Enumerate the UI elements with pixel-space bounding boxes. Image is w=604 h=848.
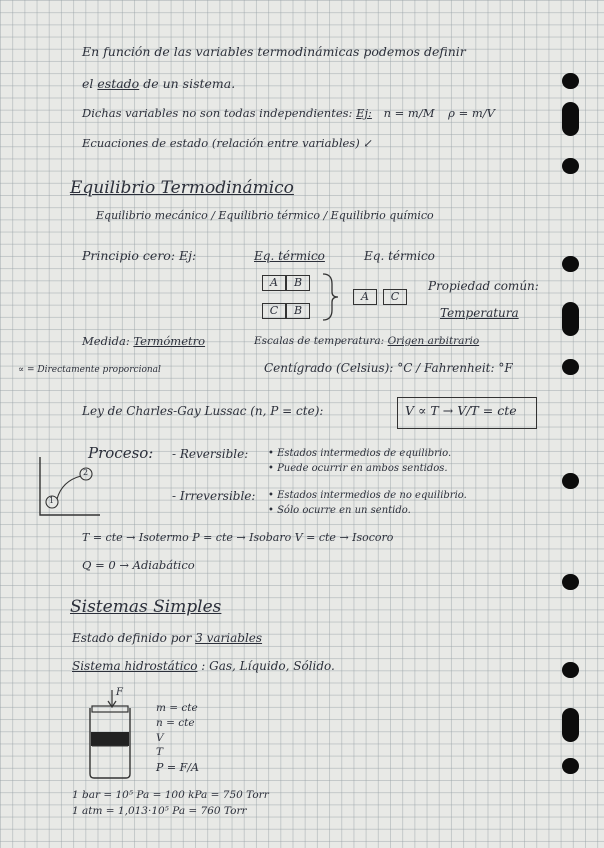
charles-law: Ley de Charles-Gay Lussac (n, P = cte):: [82, 404, 324, 418]
var-n: n = cte: [156, 717, 195, 729]
medida-line: [82, 336, 205, 348]
force-label: F: [116, 687, 123, 698]
eq-termico-2: Eq. térmico: [364, 249, 435, 263]
reversible-label: - Reversible:: [172, 447, 249, 461]
cell-a-result: A: [353, 289, 377, 305]
atm-conversion: 1 atm = 1,013·10⁵ Pa = 760 Torr: [72, 805, 247, 817]
iso-processes: T = cte → Isotermo P = cte → Isobaro V = cte → Isocoro: [82, 531, 394, 544]
equilibrio-heading: Equilibrio Termodinámico: [70, 178, 294, 198]
ecuaciones-estado: Ecuaciones de estado (relación entre variables): [82, 136, 360, 150]
cell-a: A: [262, 275, 286, 291]
irreversible-bullet-2: • Sólo ocurre en un sentido.: [268, 505, 411, 516]
scales-line: Centígrado (Celsius): °C / Fahrenheit: °F: [264, 361, 513, 375]
intro-line-1: En función de las variables termodinámicas podemos definir: [82, 44, 466, 59]
eq-termico-1: Eq. térmico: [254, 249, 325, 263]
var-m: m = cte: [156, 702, 198, 714]
charles-formula: V ∝ T → V/T = cte: [405, 403, 517, 418]
estado-definido: [72, 632, 262, 644]
point-1: 1: [49, 496, 55, 505]
adiabatico: Q = 0 → Adiabático: [82, 558, 195, 572]
sistemas-heading: Sistemas Simples: [70, 597, 222, 617]
reversible-bullet-1: • Estados intermedios de equilibrio.: [268, 448, 452, 459]
intro-line-3: [82, 108, 495, 120]
intro-line-4: [82, 138, 373, 150]
binder-hole: [562, 158, 579, 174]
piston-cylinder: [84, 686, 140, 780]
binder-hole: [562, 708, 579, 742]
binder-hole: [562, 473, 579, 489]
hidrostatico-line: [72, 660, 335, 672]
intro-sistema: de un sistema.: [143, 76, 236, 91]
brace-icon: [320, 272, 342, 322]
medida-label: Medida:: [82, 334, 130, 348]
tres-variables: 3 variables: [195, 631, 263, 645]
estado-definido-label: Estado definido por: [72, 631, 192, 645]
binder-hole: [562, 359, 579, 375]
cell-b-2: B: [286, 303, 310, 319]
temperatura-label: Temperatura: [440, 306, 519, 320]
binder-hole: [562, 758, 579, 774]
var-t: T: [156, 746, 164, 758]
estado-term: estado: [97, 76, 140, 91]
binder-hole: [562, 102, 579, 136]
var-p: P = F/A: [156, 761, 199, 774]
pv-diagram: [34, 455, 104, 520]
point-2: 2: [83, 468, 89, 477]
ej-label: Ej:: [356, 106, 372, 120]
irreversible-label: - Irreversible:: [172, 489, 256, 503]
intro-line-2: [82, 78, 235, 91]
intro-el: el: [82, 76, 94, 91]
cell-c: C: [262, 303, 286, 319]
binder-hole: [562, 662, 579, 678]
irreversible-bullet-1: • Estados intermedios de no equilibrio.: [268, 490, 467, 501]
principio-label: Principio cero: Ej:: [82, 248, 197, 263]
intro-variables: Dichas variables no son todas independientes:: [82, 106, 353, 120]
propiedad-comun: Propiedad común:: [428, 279, 539, 293]
binder-hole: [562, 256, 579, 272]
termometro-label: Termómetro: [133, 334, 206, 348]
escalas-label: Escalas de temperatura:: [254, 335, 385, 347]
proporcional-note: ∝ = Directamente proporcional: [18, 365, 161, 375]
eq-rho: ρ = m/V: [448, 106, 495, 120]
bar-conversion: 1 bar = 10⁵ Pa = 100 kPa = 750 Torr: [72, 789, 269, 801]
cell-b: B: [286, 275, 310, 291]
binder-hole: [562, 574, 579, 590]
binder-hole: [562, 73, 579, 89]
escalas-line: [254, 336, 479, 347]
eq-n: n = m/M: [383, 106, 435, 120]
reversible-bullet-2: • Puede ocurrir en ambos sentidos.: [268, 463, 448, 474]
equilibrio-types: Equilibrio mecánico / Equilibrio térmico / Equilibrio químico: [96, 209, 434, 222]
arrow-icon: ↙: [363, 136, 373, 150]
sistema-hidrostatico: Sistema hidrostático: [72, 659, 198, 673]
proceso-label: Proceso:: [88, 444, 154, 462]
origen-arbitrario: Origen arbitrario: [387, 335, 480, 347]
hidrostatico-states: : Gas, Líquido, Sólido.: [201, 659, 335, 673]
cell-c-result: C: [383, 289, 407, 305]
binder-hole: [562, 302, 579, 336]
var-v: V: [156, 732, 164, 744]
